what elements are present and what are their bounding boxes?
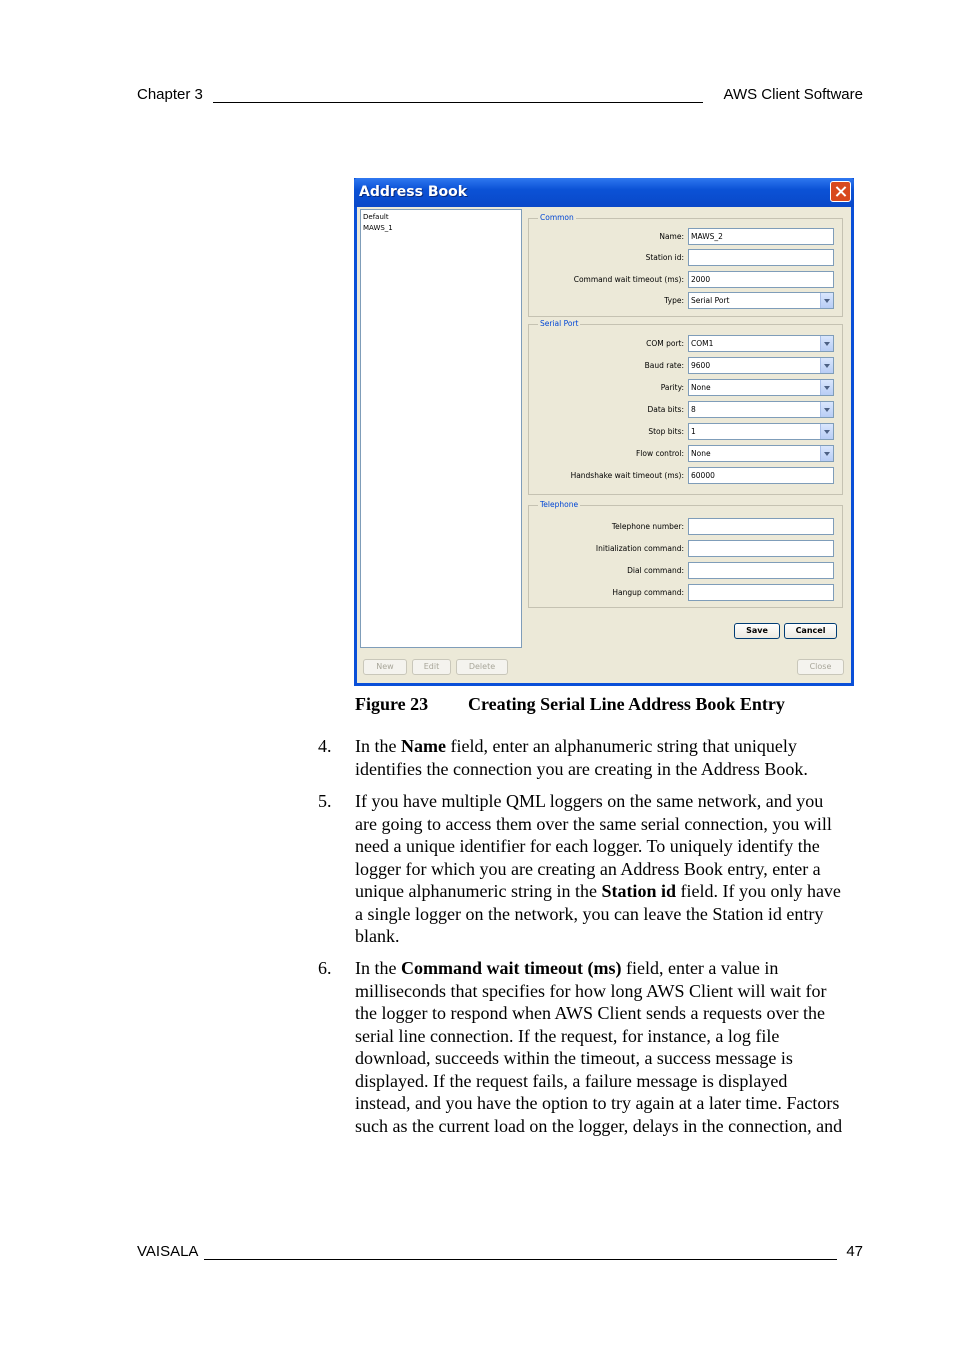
save-button[interactable]: Save <box>734 623 780 639</box>
text-run: In the <box>355 736 401 756</box>
step-line <box>355 835 863 858</box>
page-number: 47 <box>846 1243 863 1260</box>
handshake-field[interactable]: 60000 <box>688 467 834 484</box>
data-bits-label: Data bits: <box>647 405 684 414</box>
text-run: such as the current load on the logger, delays in the connection, and <box>355 1115 843 1136</box>
dialog-title: Address Book <box>359 184 468 200</box>
list-item[interactable]: MAWS_1 <box>363 224 393 232</box>
step-number: 4. <box>318 736 332 756</box>
station-id-label: Station id: <box>645 253 684 262</box>
handshake-label: Handshake wait timeout (ms): <box>570 471 684 480</box>
step-line <box>355 1025 863 1048</box>
common-legend: Common <box>540 213 574 222</box>
text-run: field. If you only have <box>675 881 841 901</box>
chevron-down-icon[interactable] <box>820 358 833 373</box>
address-book-dialog <box>354 178 854 686</box>
telephone-group <box>528 500 843 608</box>
text-run: blank. <box>355 926 400 946</box>
step-line <box>355 790 863 813</box>
step-text <box>355 790 863 948</box>
step-line <box>355 1115 863 1138</box>
timeout-field[interactable]: 2000 <box>688 271 834 288</box>
type-select[interactable] <box>688 292 834 309</box>
new-button[interactable]: New <box>363 659 407 675</box>
step-line <box>355 1070 863 1093</box>
text-run: need a unique identifier for each logger. To uniquely identify the <box>355 836 820 856</box>
baud-rate-select[interactable] <box>688 357 834 374</box>
bold-term: Command wait timeout (ms) <box>400 958 622 978</box>
name-label: Name: <box>659 232 684 241</box>
address-list[interactable] <box>360 209 522 648</box>
text-run: the logger to respond when AWS Client sends a requests over the <box>355 1003 825 1023</box>
document-title: AWS Client Software <box>723 86 863 103</box>
hangup-command-field[interactable] <box>688 584 834 601</box>
chevron-down-icon[interactable] <box>820 402 833 417</box>
text-run: displayed. If the request fails, a failure message is displayed <box>355 1070 788 1091</box>
text-run: If you have multiple QML loggers on the same network, and you <box>355 791 824 811</box>
data-bits-select[interactable] <box>688 401 834 418</box>
page-header <box>137 86 863 106</box>
step-line <box>355 858 863 881</box>
common-group <box>528 213 843 317</box>
dial-command-label: Dial command: <box>627 566 684 575</box>
step-line <box>355 1047 863 1070</box>
baud-rate-label: Baud rate: <box>644 361 684 370</box>
text-run: download, succeeds within the timeout, a success message is <box>355 1048 793 1068</box>
step-line <box>355 980 863 1003</box>
text-run: field, enter an alphanumeric string that uniquely <box>445 736 797 756</box>
step-line <box>355 758 863 781</box>
dialog-body <box>357 207 851 683</box>
close-button[interactable]: Close <box>797 659 844 675</box>
step-line <box>355 735 863 758</box>
name-field[interactable]: MAWS_2 <box>688 228 834 245</box>
text-run: milliseconds that specifies for how long AWS Client will wait for <box>355 980 827 1001</box>
figure-number: Figure 23 <box>355 694 429 714</box>
text-run: logger for which you are creating an Address Book entry, enter a <box>355 858 821 879</box>
chevron-down-icon[interactable] <box>820 380 833 395</box>
serial-port-group <box>528 319 843 495</box>
text-run: instead, and you have the option to try again at a later time. Factors <box>355 1093 840 1113</box>
step-number: 5. <box>318 791 332 811</box>
chevron-down-icon[interactable] <box>820 293 833 308</box>
cancel-button[interactable]: Cancel <box>784 623 837 639</box>
com-port-value: COM1 <box>691 339 714 348</box>
hangup-command-label: Hangup command: <box>612 588 684 597</box>
company-name: VAISALA <box>137 1243 199 1260</box>
text-run: a single logger on the network, you can leave the Station id entry <box>355 903 824 924</box>
init-command-label: Initialization command: <box>595 544 684 553</box>
close-icon[interactable] <box>830 181 851 202</box>
stop-bits-select[interactable] <box>688 423 834 440</box>
bold-term: Name <box>400 736 446 756</box>
com-port-label: COM port: <box>646 339 684 348</box>
text-run: identifies the connection you are creating in the Address Book. <box>355 758 808 779</box>
stop-bits-label: Stop bits: <box>648 427 684 436</box>
step-number: 6. <box>318 958 332 978</box>
telephone-number-field[interactable] <box>688 518 834 535</box>
parity-label: Parity: <box>660 383 684 392</box>
init-command-field[interactable] <box>688 540 834 557</box>
text-run: unique alphanumeric string in the <box>355 881 602 901</box>
parity-select[interactable] <box>688 379 834 396</box>
type-label: Type: <box>664 296 684 305</box>
delete-button[interactable]: Delete <box>456 659 508 675</box>
telephone-legend: Telephone <box>540 500 579 509</box>
station-id-field[interactable] <box>688 249 834 266</box>
edit-button[interactable]: Edit <box>412 659 451 675</box>
flow-control-select[interactable] <box>688 445 834 462</box>
bold-term: Station id <box>601 881 676 901</box>
text-run: are going to access them over the same serial connection, you will <box>355 813 832 834</box>
page-footer <box>137 1243 863 1263</box>
dial-command-field[interactable] <box>688 562 834 579</box>
step-line <box>355 880 863 903</box>
chevron-down-icon[interactable] <box>820 424 833 439</box>
text-run: serial line connection. If the request, for instance, a log file <box>355 1025 780 1046</box>
flow-control-label: Flow control: <box>635 449 684 458</box>
telephone-number-label: Telephone number: <box>611 522 684 531</box>
header-rule <box>213 102 703 103</box>
timeout-label: Command wait timeout (ms): <box>573 275 684 284</box>
list-item[interactable]: Default <box>363 213 389 221</box>
text-run: field, enter a value in <box>621 958 779 978</box>
text-run: In the <box>355 958 401 978</box>
step-text <box>355 957 863 1137</box>
dialog-titlebar <box>354 178 854 207</box>
chevron-down-icon[interactable] <box>820 336 833 351</box>
step-line <box>355 957 863 980</box>
step-line <box>355 1002 863 1025</box>
footer-rule <box>204 1259 837 1260</box>
data-bits-value: 8 <box>691 405 696 414</box>
chevron-down-icon[interactable] <box>820 446 833 461</box>
step-line <box>355 925 863 948</box>
figure-title: Creating Serial Line Address Book Entry <box>468 694 785 714</box>
step-text <box>355 735 863 780</box>
type-value: Serial Port <box>691 296 730 305</box>
baud-rate-value: 9600 <box>691 361 711 370</box>
step-line <box>355 813 863 836</box>
step-line <box>355 903 863 926</box>
parity-value: None <box>691 383 711 392</box>
serial-port-legend: Serial Port <box>540 319 579 328</box>
chapter-label: Chapter 3 <box>137 86 203 103</box>
flow-control-value: None <box>691 449 711 458</box>
step-line <box>355 1092 863 1115</box>
com-port-select[interactable] <box>688 335 834 352</box>
stop-bits-value: 1 <box>691 427 696 436</box>
